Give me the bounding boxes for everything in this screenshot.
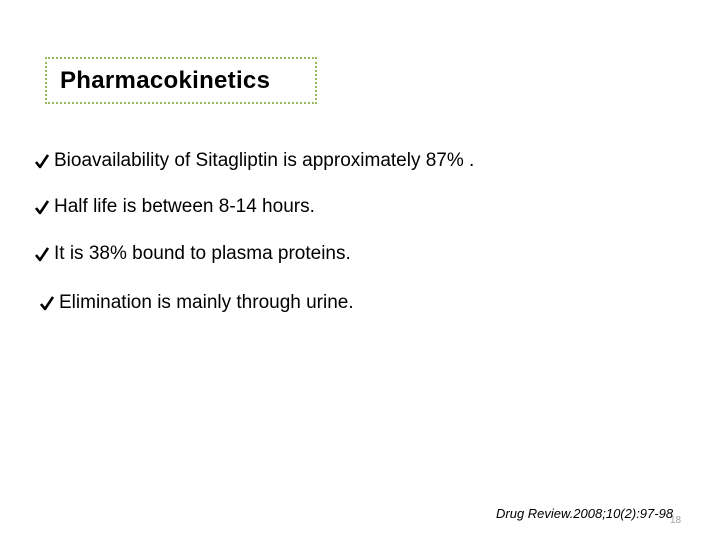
bullet-text: It is 38% bound to plasma proteins. (54, 243, 351, 264)
checkmark-icon (35, 246, 49, 262)
bullet-text: Bioavailability of Sitagliptin is approximately 87% . (54, 150, 475, 171)
bullet-item (35, 150, 474, 172)
slide-title: Pharmacokinetics (60, 66, 271, 94)
checkmark-icon (35, 199, 49, 215)
checkmark-icon (40, 295, 54, 311)
bullet-item (35, 196, 315, 218)
bullet-item (35, 243, 351, 265)
title-box (45, 57, 317, 104)
bullet-text: Half life is between 8-14 hours. (54, 196, 315, 217)
page-number: 18 (670, 515, 682, 526)
reference-citation: Drug Review.2008;10(2):97-98 (496, 506, 674, 521)
bullet-text: Elimination is mainly through urine. (59, 292, 354, 313)
checkmark-icon (35, 153, 49, 169)
bullet-item (40, 292, 354, 314)
